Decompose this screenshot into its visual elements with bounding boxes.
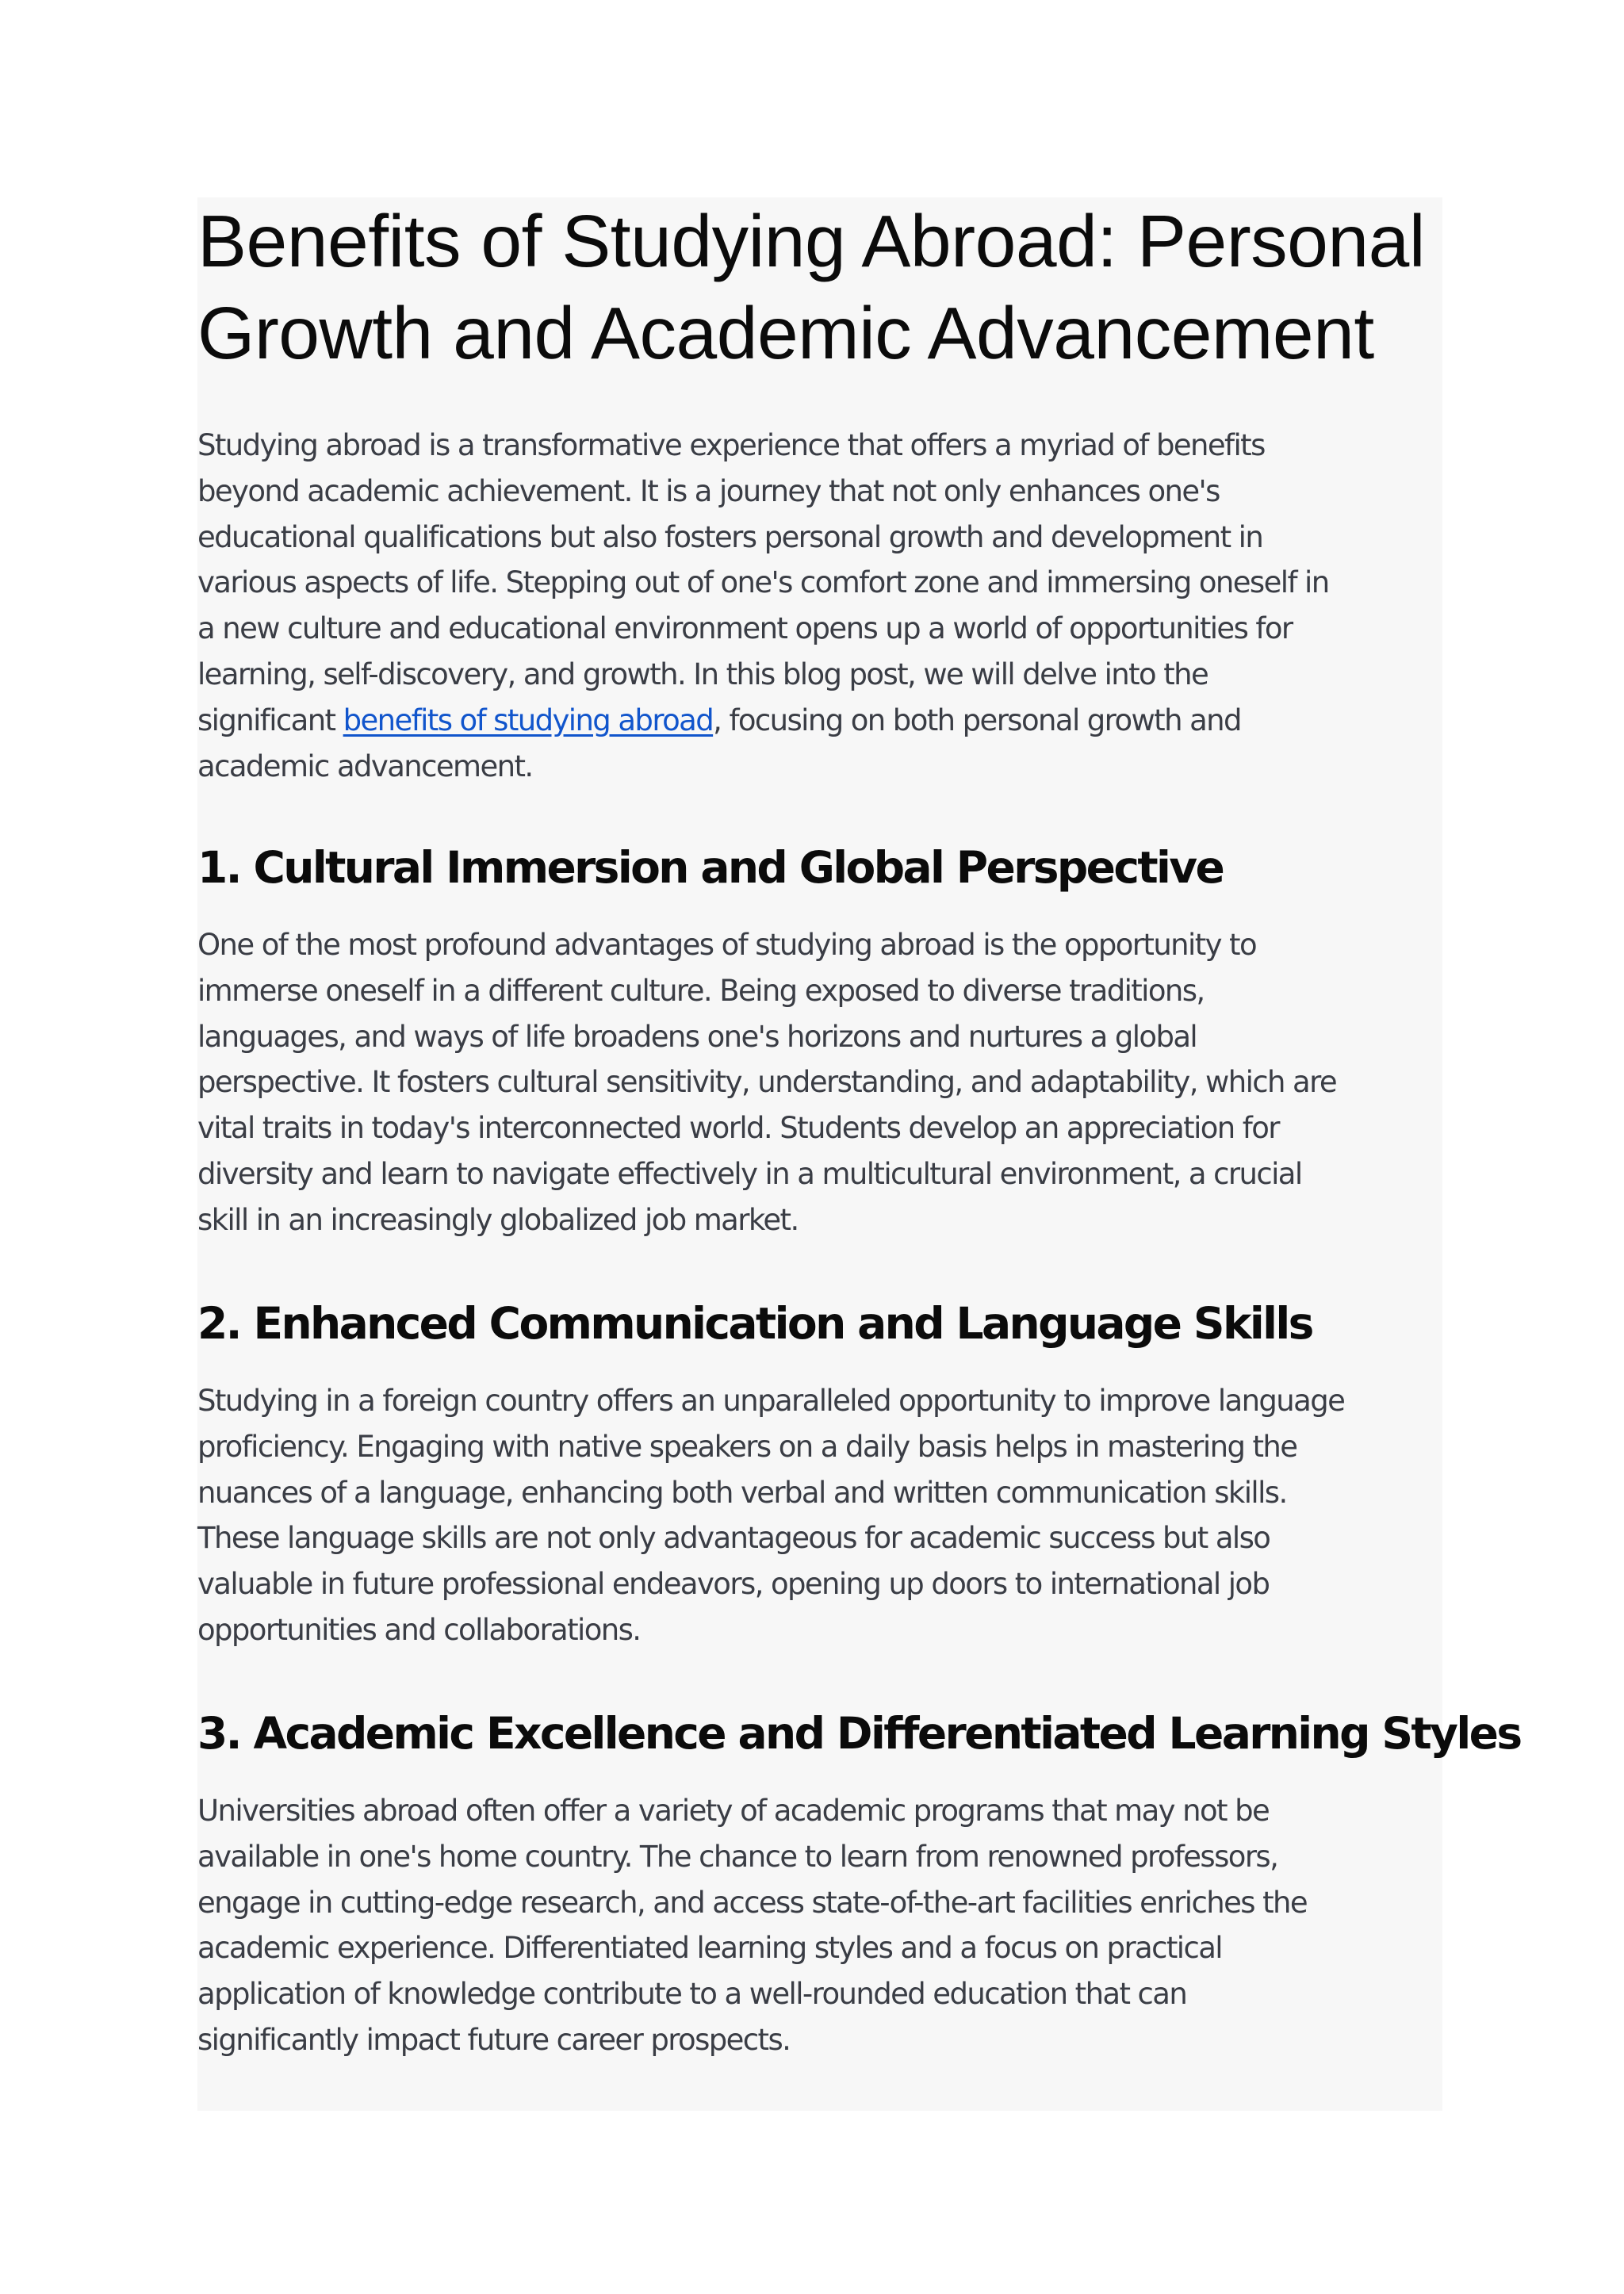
- paragraph-line: immerse oneself in a different culture. Being exposed to diverse traditions,: [197, 973, 1205, 1008]
- section-paragraph-cultural-immersion: [197, 922, 1458, 1243]
- page-title-line: Growth and Academic Advancement: [197, 292, 1374, 374]
- page-title: [197, 195, 1442, 379]
- benefits-link[interactable]: benefits of studying abroad: [343, 703, 714, 737]
- paragraph-line: languages, and ways of life broadens one's horizons and nurtures a global: [197, 1019, 1197, 1054]
- intro-paragraph: [197, 423, 1458, 789]
- paragraph-line: skill in an increasingly globalized job market.: [197, 1202, 799, 1237]
- section-heading-communication-skills: 2. Enhanced Communication and Language Skills: [197, 1298, 1312, 1349]
- intro-line: educational qualifications but also fosters personal growth and development in: [197, 519, 1263, 554]
- paragraph-line: perspective. It fosters cultural sensitivity, understanding, and adaptability, which are: [197, 1065, 1337, 1100]
- section-heading-cultural-immersion: 1. Cultural Immersion and Global Perspective: [197, 842, 1224, 893]
- paragraph-line: opportunities and collaborations.: [197, 1612, 641, 1647]
- section-paragraph-academic-excellence: [197, 1788, 1458, 2063]
- paragraph-line: vital traits in today's interconnected world. Students develop an appreciation for: [197, 1111, 1279, 1146]
- section-heading-academic-excellence: 3. Academic Excellence and Differentiated Learning Styles: [197, 1708, 1521, 1759]
- intro-line: Studying abroad is a transformative experience that offers a myriad of benefits: [197, 428, 1265, 462]
- paragraph-line: nuances of a language, enhancing both verbal and written communication skills.: [197, 1475, 1287, 1510]
- paragraph-line: academic experience. Differentiated learning styles and a focus on practical: [197, 1931, 1222, 1966]
- paragraph-line: Studying in a foreign country offers an unparalleled opportunity to improve language: [197, 1384, 1345, 1418]
- paragraph-line: application of knowledge contribute to a well-rounded education that can: [197, 1977, 1187, 2012]
- intro-line: beyond academic achievement. It is a journey that not only enhances one's: [197, 473, 1220, 508]
- paragraph-line: Universities abroad often offer a variety of academic programs that may not be: [197, 1794, 1270, 1828]
- paragraph-line: engage in cutting-edge research, and access state-of-the-art facilities enriches the: [197, 1885, 1307, 1920]
- paragraph-line: significantly impact future career prospects.: [197, 2022, 791, 2057]
- intro-line: a new culture and educational environment opens up a world of opportunities for: [197, 611, 1293, 646]
- intro-line: various aspects of life. Stepping out of one's comfort zone and immersing oneself in: [197, 565, 1329, 600]
- intro-line: academic advancement.: [197, 749, 533, 783]
- paragraph-line: One of the most profound advantages of studying abroad is the opportunity to: [197, 928, 1257, 962]
- paragraph-line: proficiency. Engaging with native speakers on a daily basis helps in mastering the: [197, 1429, 1297, 1464]
- paragraph-line: These language skills are not only advantageous for academic success but also: [197, 1521, 1270, 1556]
- paragraph-line: valuable in future professional endeavors, opening up doors to international job: [197, 1567, 1270, 1602]
- intro-text-before-link: significant: [197, 703, 343, 737]
- page-title-line: Benefits of Studying Abroad: Personal: [197, 200, 1426, 282]
- intro-text-after-link: , focusing on both personal growth and: [713, 703, 1241, 737]
- intro-link-line: [197, 698, 1458, 744]
- intro-line: learning, self-discovery, and growth. In this blog post, we will delve into the: [197, 657, 1208, 691]
- section-paragraph-communication-skills: [197, 1378, 1458, 1653]
- paragraph-line: diversity and learn to navigate effectively in a multicultural environment, a crucial: [197, 1156, 1302, 1191]
- paragraph-line: available in one's home country. The chance to learn from renowned professors,: [197, 1839, 1278, 1874]
